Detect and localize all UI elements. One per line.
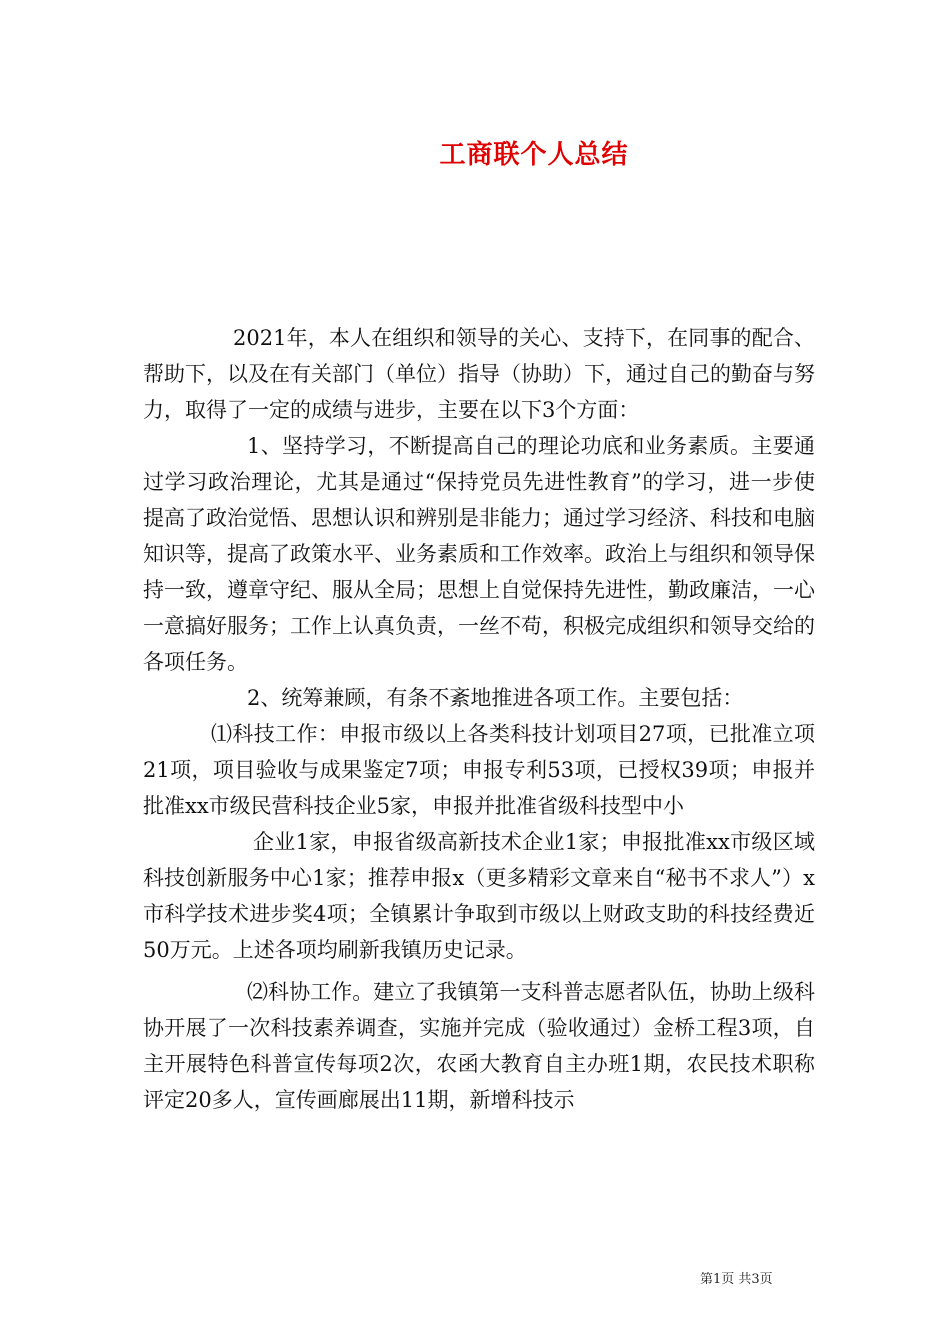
document-body [143,320,815,1118]
paragraph-tech-work-cont: 企业1家，申报省级高新技术企业1家；申报批准xx市级区域科技创新服务中心1家；推荐申报x（更多精彩文章来自“秘书不求人”）x市科学技术进步奖4项；全镇累计争取到市级以上财政支助的科技经费近50万元。上述各项均刷新我镇历史记录。 [143,830,815,962]
paragraph-study: 1、坚持学习，不断提高自己的理论功底和业务素质。主要通过学习政治理论，尤其是通过“保持党员先进性教育”的学习，进一步使提高了政治觉悟、思想认识和辨别是非能力；通过学习经济、科技和电脑知识等，提高了政策水平、业务素质和工作效率。政治上与组织和领导保持一致，遵章守纪、服从全局；思想上自觉保持先进性，勤政廉洁，一心一意搞好服务；工作上认真负责，一丝不苟，积极完成组织和领导交给的各项任务。 [143,434,815,674]
paragraph-tech-work: ⑴科技工作：申报市级以上各类科技计划项目27项，已批准立项21项，项目验收与成果鉴定7项；申报专利53项，已授权39项；申报并批准xx市级民营科技企业5家，申报并批准省级科技型中小 [143,722,815,818]
paragraph-work-heading: 2、统筹兼顾，有条不紊地推进各项工作。主要包括： [247,686,744,710]
page-number: 第1页 共3页 [700,1272,773,1287]
paragraph-intro: 2021年，本人在组织和领导的关心、支持下，在同事的配合、帮助下，以及在有关部门（单位）指导（协助）下，通过自己的勤奋与努力，取得了一定的成绩与进步，主要在以下3个方面： [143,326,815,422]
paragraph-science-association: ⑵科协工作。建立了我镇第一支科普志愿者队伍，协助上级科协开展了一次科技素养调查，实施并完成（验收通过）金桥工程3项，自主开展特色科普宣传每项2次，农函大教育自主办班1期，农民技术职称评定20多人，宣传画廊展出11期，新增科技示 [143,980,815,1112]
document-title: 工商联个人总结 [439,140,629,170]
